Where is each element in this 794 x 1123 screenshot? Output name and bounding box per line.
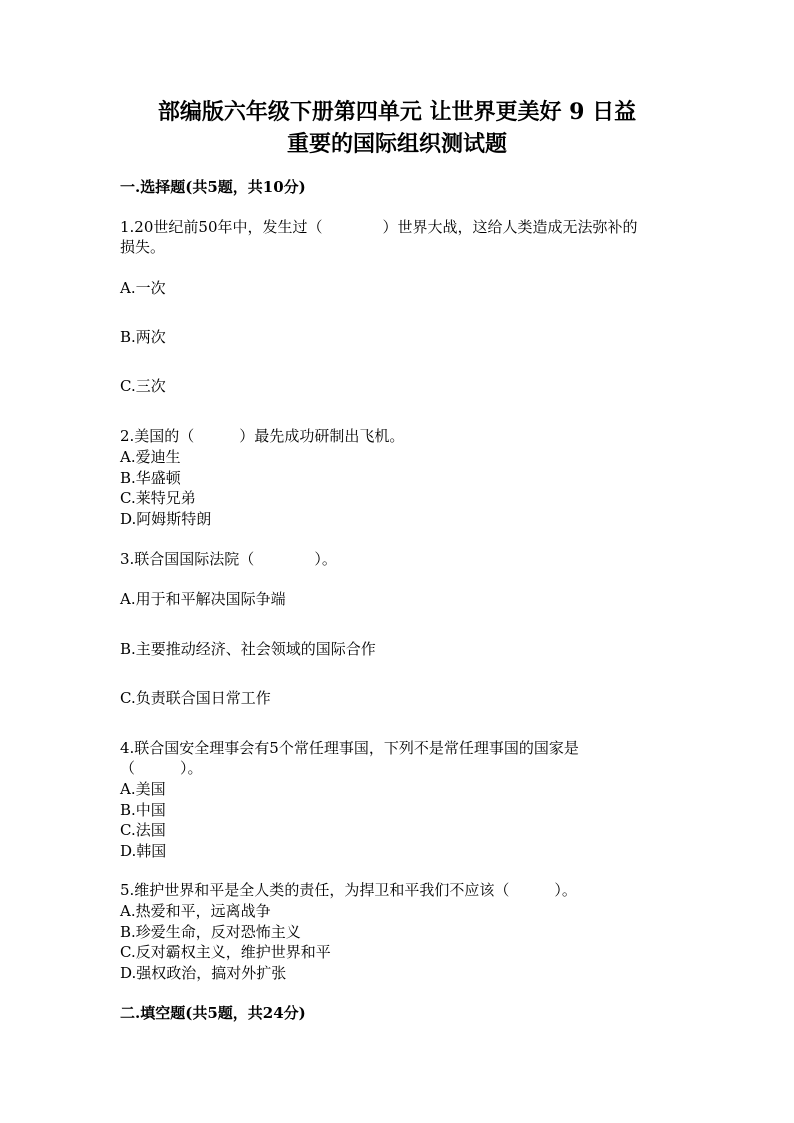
question-2-option-c: C.莱特兄弟 [120,489,196,507]
question-4-option-c: C.法国 [120,821,166,839]
question-3-stem: 3.联合国国际法院（ ）。 [120,550,337,568]
question-5-option-b: B.珍爱生命，反对恐怖主义 [120,923,301,941]
question-2-option-b: B.华盛顿 [120,469,181,487]
question-4-stem-line2: （ ）。 [120,759,203,777]
question-1-stem-line1: 1.20世纪前50年中，发生过（ ）世界大战，这给人类造成无法弥补的 [120,218,638,236]
question-2-stem: 2.美国的（ ）最先成功研制出飞机。 [120,427,405,445]
section-heading-fill-blank: 二.填空题(共5题，共24分) [120,1004,306,1022]
question-1-stem-line2: 损失。 [120,238,166,256]
question-1-option-b: B.两次 [120,328,166,346]
question-4-option-a: A.美国 [120,780,166,798]
question-5-option-c: C.反对霸权主义，维护世界和平 [120,943,331,961]
doc-title-line2: 重要的国际组织测试题 [286,131,507,157]
question-2-option-a: A.爱迪生 [120,448,181,466]
question-5-option-d: D.强权政治，搞对外扩张 [120,964,287,982]
question-4-stem-line1: 4.联合国安全理事会有5个常任理事国，下列不是常任理事国的国家是 [120,739,579,757]
section-heading-choice: 一.选择题(共5题，共10分) [120,178,306,196]
question-4-option-b: B.中国 [120,801,166,819]
question-3-option-a: A.用于和平解决国际争端 [120,590,286,608]
question-5-stem: 5.维护世界和平是全人类的责任，为捍卫和平我们不应该（ ）。 [120,881,577,899]
question-2-option-d: D.阿姆斯特朗 [120,510,212,528]
question-1-option-c: C.三次 [120,377,166,395]
question-5-option-a: A.热爱和平，远离战争 [120,902,271,920]
question-4-option-d: D.韩国 [120,842,167,860]
question-3-option-c: C.负责联合国日常工作 [120,689,271,707]
question-1-option-a: A.一次 [120,279,166,297]
question-3-option-b: B.主要推动经济、社会领域的国际合作 [120,640,376,658]
doc-title-line1: 部编版六年级下册第四单元 让世界更美好 9 日益 [157,99,637,125]
